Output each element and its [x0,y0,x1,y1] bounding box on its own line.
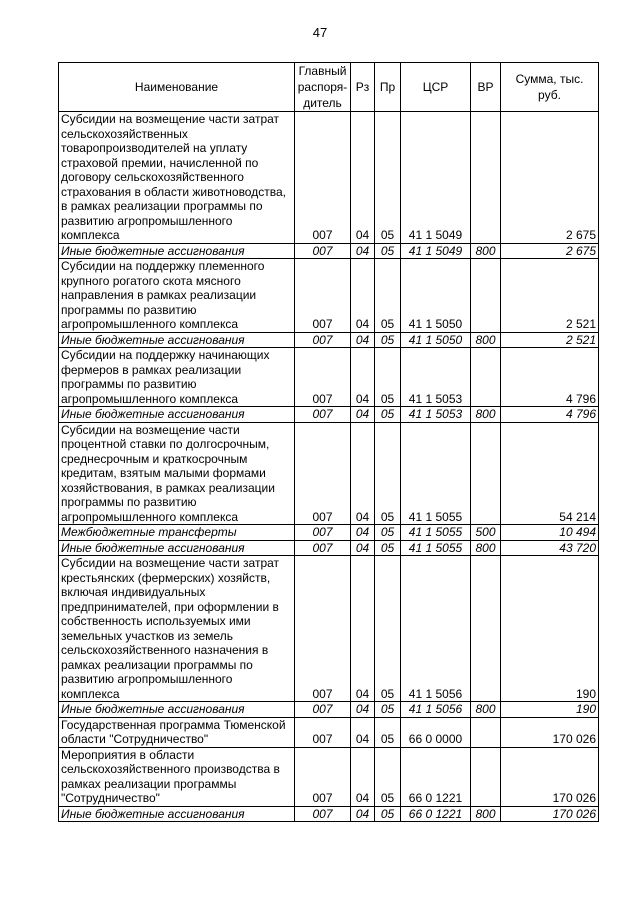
table-row [59,407,599,423]
row-name: Субсидии на поддержку начинающих фермеров в рамках реализации программы по развитию агропромышленного комплекса [59,348,295,407]
row-main-manager: 007 [295,112,351,244]
row-pr: 05 [375,717,401,747]
row-main-manager: 007 [295,422,351,525]
row-main-manager: 007 [295,717,351,747]
row-vr [471,348,501,407]
row-name: Иные бюджетные ассигнования [59,806,295,822]
row-sum: 2 675 [501,243,599,259]
row-vr: 800 [471,332,501,348]
header-main-manager: Главный распоря-дитель [295,63,351,112]
row-vr [471,717,501,747]
header-vr: ВР [471,63,501,112]
row-main-manager: 007 [295,747,351,806]
row-csr: 41 1 5050 [401,259,471,333]
row-csr: 41 1 5050 [401,332,471,348]
row-rz: 04 [351,525,375,541]
header-pr: Пр [375,63,401,112]
row-pr: 05 [375,259,401,333]
row-csr: 41 1 5055 [401,422,471,525]
row-vr [471,112,501,244]
row-csr: 41 1 5055 [401,525,471,541]
row-pr: 05 [375,243,401,259]
row-rz: 04 [351,806,375,822]
row-sum: 2 675 [501,112,599,244]
row-pr: 05 [375,540,401,556]
row-main-manager: 007 [295,259,351,333]
row-rz: 04 [351,747,375,806]
page-number: 47 [312,25,328,40]
row-rz: 04 [351,112,375,244]
row-vr [471,556,501,702]
row-rz: 04 [351,702,375,718]
row-name: Субсидии на возмещение части затрат крестьянских (фермерских) хозяйств, включая индивидуальных предпринимателей, при оформлении в собственность используемых ими земельных участков из земель сельскохозяйственного назначения в рамках реализации программы по развитию агропромышленного комплекса [59,556,295,702]
row-csr: 41 1 5056 [401,556,471,702]
row-pr: 05 [375,348,401,407]
row-sum: 43 720 [501,540,599,556]
row-pr: 05 [375,556,401,702]
row-name: Иные бюджетные ассигнования [59,407,295,423]
header-rz: Рз [351,63,375,112]
row-rz: 04 [351,422,375,525]
row-rz: 04 [351,556,375,702]
row-vr: 800 [471,407,501,423]
row-name: Иные бюджетные ассигнования [59,243,295,259]
table-row [59,806,599,822]
row-pr: 05 [375,422,401,525]
table-row [59,243,599,259]
budget-table [58,62,599,822]
table-row [59,422,599,525]
row-pr: 05 [375,112,401,244]
row-name: Субсидии на возмещение части затрат сельскохозяйственных товаропроизводителей на уплату страховой премии, начисленной по договору сельскохозяйственного страхования в области животноводства, в рамках реализации программы по развитию агропромышленного комплекса [59,112,295,244]
row-rz: 04 [351,348,375,407]
row-vr [471,422,501,525]
row-vr: 800 [471,243,501,259]
row-pr: 05 [375,407,401,423]
row-csr: 41 1 5055 [401,540,471,556]
row-name: Иные бюджетные ассигнования [59,332,295,348]
row-main-manager: 007 [295,332,351,348]
row-sum: 4 796 [501,407,599,423]
table-row [59,747,599,806]
header-sum: Сумма, тыс. руб. [501,63,599,112]
row-main-manager: 007 [295,407,351,423]
row-sum: 2 521 [501,332,599,348]
table-header-row [59,63,599,112]
row-sum: 10 494 [501,525,599,541]
row-sum: 2 521 [501,259,599,333]
row-sum: 190 [501,702,599,718]
table-row [59,112,599,244]
row-name: Иные бюджетные ассигнования [59,702,295,718]
row-main-manager: 007 [295,702,351,718]
row-vr: 800 [471,806,501,822]
header-csr: ЦСР [401,63,471,112]
row-main-manager: 007 [295,540,351,556]
table-row [59,525,599,541]
row-csr: 66 0 1221 [401,806,471,822]
row-rz: 04 [351,259,375,333]
table-row [59,556,599,702]
row-pr: 05 [375,747,401,806]
row-pr: 05 [375,525,401,541]
header-name: Наименование [59,63,295,112]
row-name: Субсидии на поддержку племенного крупного рогатого скота мясного направления в рамках реализации программы по развитию агропромышленного комплекса [59,259,295,333]
row-rz: 04 [351,540,375,556]
row-rz: 04 [351,332,375,348]
row-main-manager: 007 [295,348,351,407]
row-vr: 800 [471,540,501,556]
row-rz: 04 [351,717,375,747]
row-name: Субсидии на возмещение части процентной ставки по долгосрочным, среднесрочным и краткосрочным кредитам, взятым малыми формами хозяйствования, в рамках реализации программы по развитию агропромышленного комплекса [59,422,295,525]
row-csr: 41 1 5056 [401,702,471,718]
row-pr: 05 [375,332,401,348]
row-sum: 170 026 [501,806,599,822]
row-csr: 41 1 5053 [401,407,471,423]
row-vr [471,747,501,806]
table-row [59,717,599,747]
row-name: Государственная программа Тюменской области "Сотрудничество" [59,717,295,747]
row-csr: 41 1 5053 [401,348,471,407]
row-rz: 04 [351,407,375,423]
row-vr [471,259,501,333]
table-row [59,332,599,348]
row-name: Межбюджетные трансферты [59,525,295,541]
table-row [59,348,599,407]
row-vr: 800 [471,702,501,718]
row-csr: 66 0 1221 [401,747,471,806]
row-csr: 66 0 0000 [401,717,471,747]
table-row [59,540,599,556]
row-main-manager: 007 [295,806,351,822]
row-sum: 4 796 [501,348,599,407]
row-main-manager: 007 [295,556,351,702]
row-vr: 500 [471,525,501,541]
row-sum: 190 [501,556,599,702]
row-name: Мероприятия в области сельскохозяйственного производства в рамках реализации программы "Сотрудничество" [59,747,295,806]
row-pr: 05 [375,806,401,822]
row-sum: 170 026 [501,717,599,747]
row-csr: 41 1 5049 [401,243,471,259]
table-row [59,702,599,718]
row-main-manager: 007 [295,243,351,259]
row-name: Иные бюджетные ассигнования [59,540,295,556]
row-pr: 05 [375,702,401,718]
row-rz: 04 [351,243,375,259]
row-sum: 170 026 [501,747,599,806]
row-sum: 54 214 [501,422,599,525]
table-row [59,259,599,333]
row-main-manager: 007 [295,525,351,541]
row-csr: 41 1 5049 [401,112,471,244]
